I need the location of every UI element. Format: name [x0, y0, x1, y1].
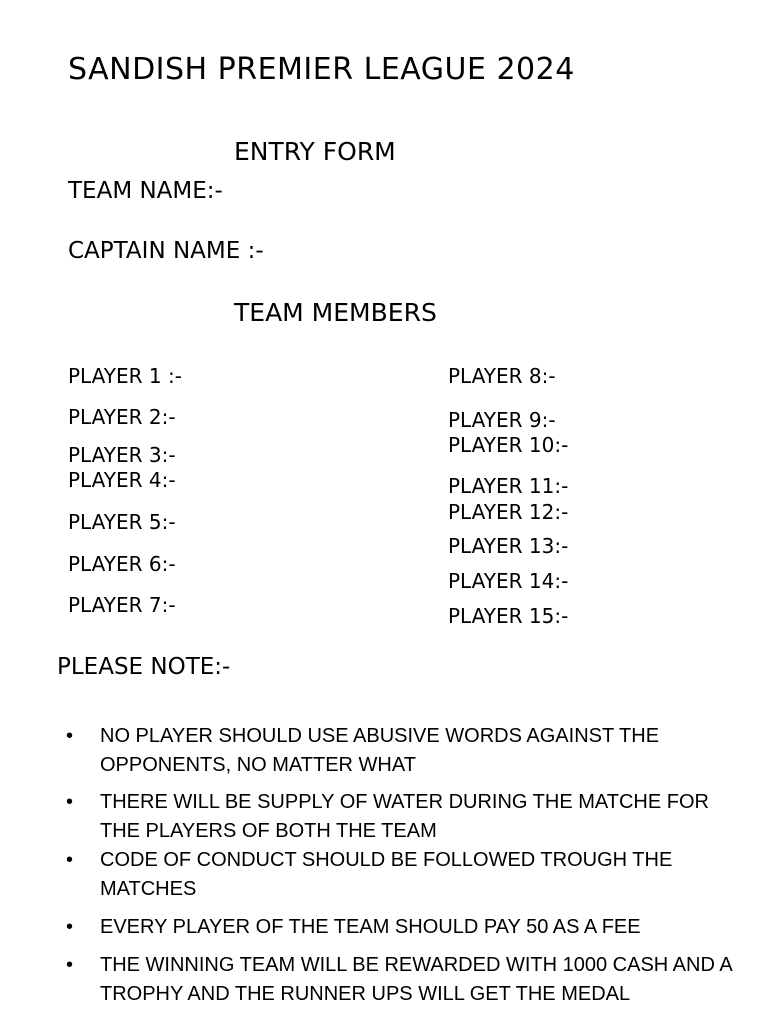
player-label: PLAYER 1 :- — [68, 364, 182, 388]
form-heading: ENTRY FORM — [234, 137, 396, 166]
player-label: PLAYER 7:- — [68, 593, 176, 617]
player-label: PLAYER 13:- — [448, 534, 569, 558]
player-label: PLAYER 14:- — [448, 569, 569, 593]
rule-text: CODE OF CONDUCT SHOULD BE FOLLOWED TROUGH THE MATCHES — [100, 849, 673, 900]
page-title: SANDISH PREMIER LEAGUE 2024 — [68, 52, 575, 87]
bullet-icon: • — [66, 954, 74, 976]
team-name-label: TEAM NAME:- — [68, 178, 223, 204]
team-members-heading: TEAM MEMBERS — [234, 298, 437, 327]
rule-text: EVERY PLAYER OF THE TEAM SHOULD PAY 50 AS A FEE — [100, 916, 641, 938]
player-label: PLAYER 15:- — [448, 604, 569, 628]
bullet-icon: • — [66, 849, 74, 871]
player-label: PLAYER 8:- — [448, 364, 556, 388]
captain-name-label: CAPTAIN NAME :- — [68, 238, 264, 264]
player-label: PLAYER 5:- — [68, 510, 176, 534]
note-heading: PLEASE NOTE:- — [57, 654, 231, 680]
bullet-icon: • — [66, 916, 74, 938]
player-label: PLAYER 2:- — [68, 405, 176, 429]
rule-text: NO PLAYER SHOULD USE ABUSIVE WORDS AGAINST THE OPPONENTS, NO MATTER WHAT — [100, 725, 660, 776]
player-label: PLAYER 6:- — [68, 552, 176, 576]
player-label: PLAYER 11:- — [448, 474, 569, 498]
bullet-icon: • — [66, 725, 74, 747]
player-label: PLAYER 3:- — [68, 443, 176, 467]
rule-text: THERE WILL BE SUPPLY OF WATER DURING THE MATCHE FOR THE PLAYERS OF BOTH THE TEAM — [100, 791, 709, 842]
bullet-icon: • — [66, 791, 74, 813]
player-label: PLAYER 10:- — [448, 433, 569, 457]
player-label: PLAYER 4:- — [68, 468, 176, 492]
player-label: PLAYER 12:- — [448, 500, 569, 524]
rule-text: THE WINNING TEAM WILL BE REWARDED WITH 1000 CASH AND A TROPHY AND THE RUNNER UPS WILL GET THE MEDAL — [100, 954, 732, 1005]
player-label: PLAYER 9:- — [448, 408, 556, 432]
